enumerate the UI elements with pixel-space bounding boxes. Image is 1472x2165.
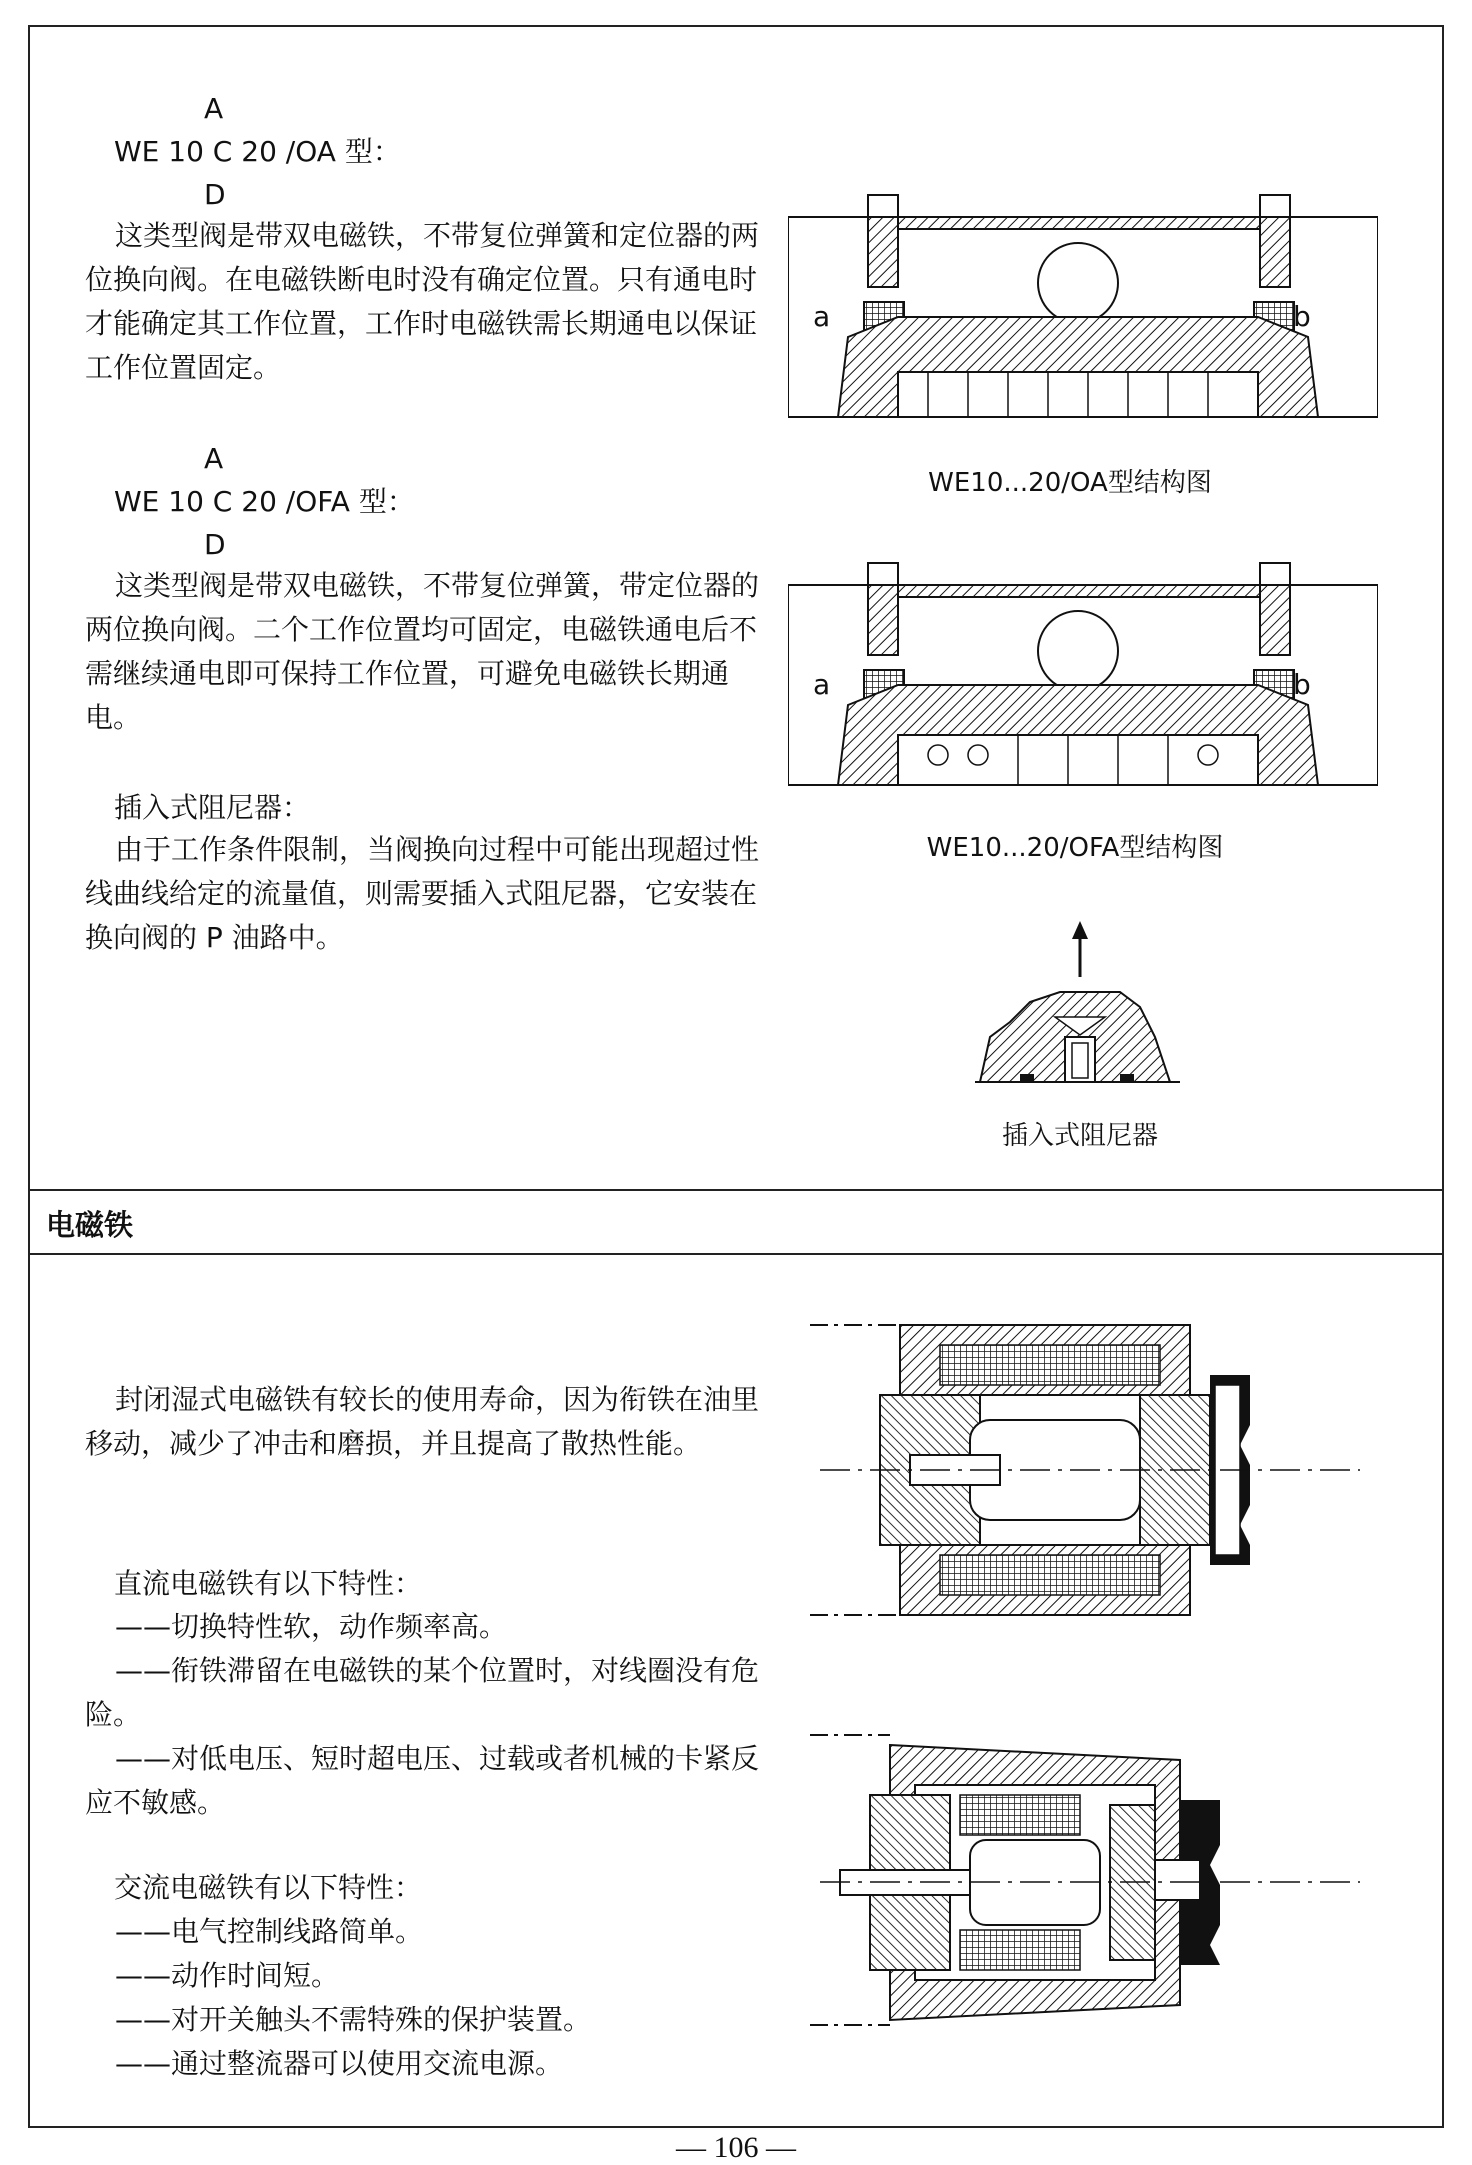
ac-item-3: ——对开关触头不需特殊的保护装置。 xyxy=(115,2003,592,2036)
dc-item-2: ——衔铁滞留在电磁铁的某个位置时，对线圈没有危险。 xyxy=(85,1654,760,1731)
ac-solenoid-drawing xyxy=(810,1725,1370,2035)
ofa-subscript: D xyxy=(204,528,226,561)
section-header-bar xyxy=(30,1189,1442,1255)
ofa-body: 这类型阀是带双电磁铁，不带复位弹簧，带定位器的两位换向阀。二个工作位置均可固定，电磁铁通电后不需继续通电即可保持工作位置，可避免电磁铁长期通电。 xyxy=(85,569,760,734)
ofa-caption: WE10...20/OFA型结构图 xyxy=(926,833,1224,863)
ofa-label-b: b xyxy=(1293,668,1311,701)
page-number: — 106 — xyxy=(676,2131,796,2164)
oa-label-b: b xyxy=(1293,300,1311,333)
damper-heading: 插入式阻尼器： xyxy=(114,791,311,824)
oa-label-a: a xyxy=(813,300,831,333)
oa-body: 这类型阀是带双电磁铁，不带复位弹簧和定位器的两位换向阀。在电磁铁断电时没有确定位置。只有通电时才能确定其工作位置，工作时电磁铁需长期通电以保证工作位置固定。 xyxy=(85,219,760,384)
oa-caption: WE10...20/OA型结构图 xyxy=(928,468,1212,498)
section-title: 电磁铁 xyxy=(46,1208,134,1242)
damper-body: 由于工作条件限制，当阀换向过程中可能出现超过性线曲线给定的流量值，则需要插入式阻尼器，它安装在换向阀的 P 油路中。 xyxy=(85,833,760,954)
ac-heading: 交流电磁铁有以下特性： xyxy=(114,1871,423,1904)
dc-solenoid-drawing xyxy=(810,1315,1370,1625)
dc-heading: 直流电磁铁有以下特性： xyxy=(114,1567,423,1600)
ac-item-2: ——动作时间短。 xyxy=(115,1959,340,1992)
oa-superscript: A xyxy=(204,92,224,125)
ofa-structure-drawing xyxy=(788,555,1378,815)
page-frame xyxy=(28,25,1444,2128)
dc-item-3: ——对低电压、短时超电压、过载或者机械的卡紧反应不敏感。 xyxy=(85,1742,760,1819)
dc-item-1: ——切换特性软，动作频率高。 xyxy=(115,1610,508,1643)
section-valve-types xyxy=(30,27,1442,1189)
section-electromagnet xyxy=(30,1255,1442,2130)
ac-item-4: ——通过整流器可以使用交流电源。 xyxy=(115,2047,564,2080)
ac-item-1: ——电气控制线路简单。 xyxy=(115,1915,424,1948)
oa-subscript: D xyxy=(204,178,226,211)
damper-drawing xyxy=(970,917,1190,1097)
ofa-heading: WE 10 C 20 /OFA 型： xyxy=(114,485,415,518)
damper-caption: 插入式阻尼器 xyxy=(1001,1121,1158,1151)
ofa-label-a: a xyxy=(813,668,831,701)
ofa-superscript: A xyxy=(204,442,224,475)
oa-heading: WE 10 C 20 /OA 型： xyxy=(114,135,401,168)
magnet-intro: 封闭湿式电磁铁有较长的使用寿命，因为衔铁在油里移动，减少了冲击和磨损，并且提高了散热性能。 xyxy=(85,1383,760,1460)
oa-structure-drawing xyxy=(788,187,1378,447)
